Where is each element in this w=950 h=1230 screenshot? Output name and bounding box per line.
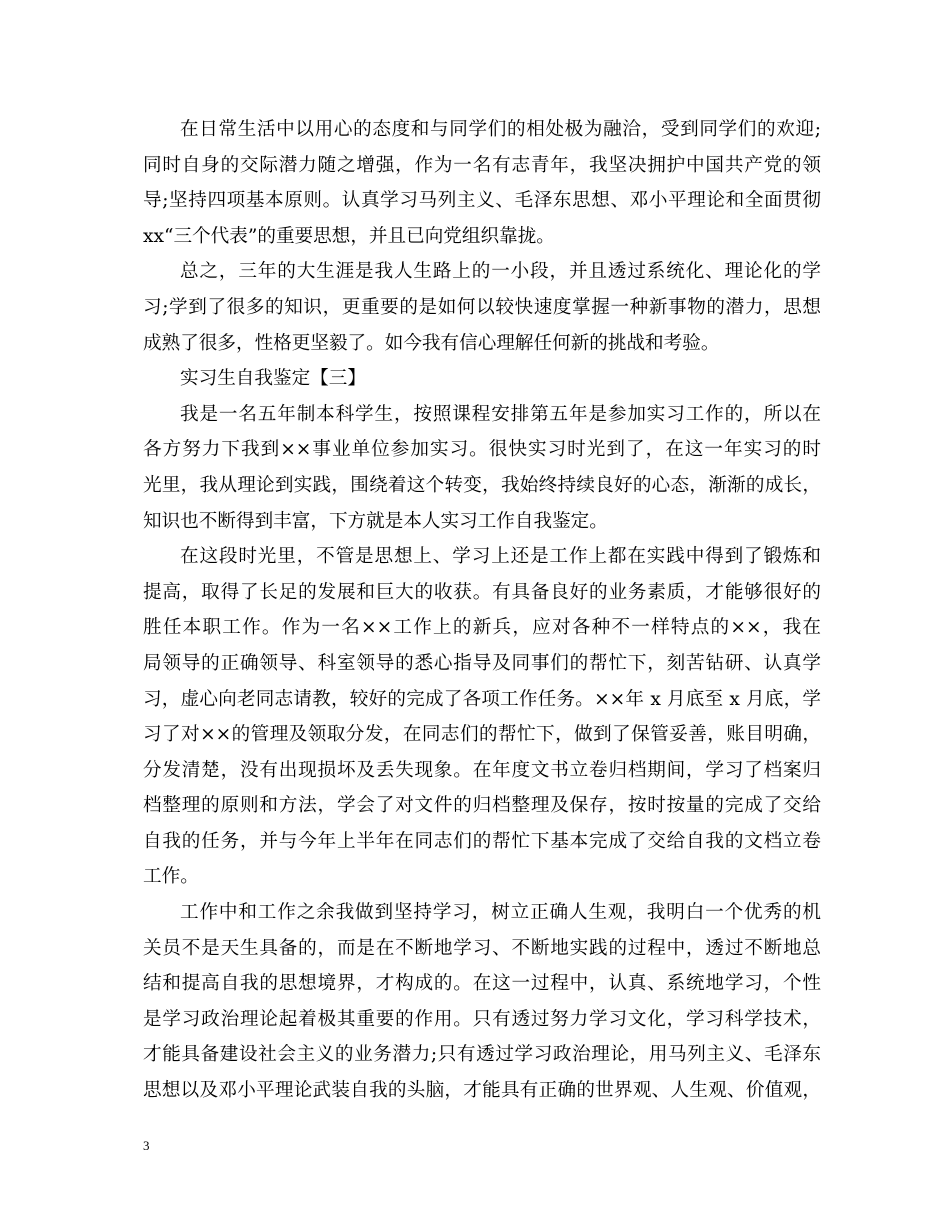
text-line: 知识也不断得到丰富，下方就是本人实习工作自我鉴定。 — [143, 510, 608, 532]
text-line: 关员不是天生具备的，而是在不断地学习、不断地实践的过程中，透过不断地总 — [143, 937, 821, 959]
text-line: 同时自身的交际潜力随之增强，作为一名有志青年，我坚决拥护中国共产党的领 — [143, 154, 821, 176]
paragraph — [143, 539, 821, 895]
text-line: 提高，取得了长足的发展和巨大的收获。有具备良好的业务素质，才能够很好的 — [143, 581, 821, 603]
paragraph — [143, 112, 821, 254]
text-line: 在这段时光里，不管是思想上、学习上还是工作上都在实践中得到了锻炼和 — [180, 546, 821, 568]
paragraph — [143, 254, 821, 361]
section-heading — [143, 361, 821, 397]
text-line: 工作。 — [143, 866, 199, 888]
text-line: 各方努力下我到××事业单位参加实习。很快实习时光到了，在这一年实习的时 — [143, 439, 821, 461]
text-line: 实习生自我鉴定【三】 — [180, 368, 366, 390]
text-line: 结和提高自我的思想境界，才构成的。在这一过程中，认真、系统地学习，个性 — [143, 973, 821, 995]
text-line: 档整理的原则和方法，学会了对文件的归档整理及保存，按时按量的完成了交给 — [143, 795, 821, 817]
text-line: 光里，我从理论到实践，围绕着这个转变，我始终持续良好的心态，渐渐的成长， — [143, 474, 821, 496]
text-line: 总之，三年的大生涯是我人生路上的一小段，并且透过系统化、理论化的学 — [180, 261, 821, 283]
text-line: 习，虚心向老同志请教，较好的完成了各项工作任务。××年 x 月底至 x 月底，学 — [143, 688, 821, 710]
text-line: xx“三个代表”的重要思想，并且已向党组织靠拢。 — [143, 225, 555, 247]
text-line: 胜任本职工作。作为一名××工作上的新兵，应对各种不一样特点的××，我在 — [143, 617, 821, 639]
paragraph — [143, 397, 821, 539]
text-line: 思想以及邓小平理论武装自我的头脑，才能具有正确的世界观、人生观、价值观， — [143, 1080, 821, 1102]
text-line: 在日常生活中以用心的态度和与同学们的相处极为融洽，受到同学们的欢迎; — [180, 119, 821, 140]
page-number: 3 — [143, 1138, 150, 1153]
text-line: 是学习政治理论起着极其重要的作用。只有透过努力学习文化，学习科学技术， — [143, 1008, 821, 1030]
text-line: 局领导的正确领导、科室领导的悉心指导及同事们的帮忙下，刻苦钻研、认真学 — [143, 652, 821, 674]
text-line: 自我的任务，并与今年上半年在同志们的帮忙下基本完成了交给自我的文档立卷 — [143, 830, 821, 852]
text-line: 习了对××的管理及领取分发，在同志们的帮忙下，做到了保管妥善，账目明确， — [143, 724, 821, 746]
text-line: 我是一名五年制本科学生，按照课程安排第五年是参加实习工作的，所以在 — [180, 403, 821, 425]
text-line: 工作中和工作之余我做到坚持学习，树立正确人生观，我明白一个优秀的机 — [180, 902, 821, 924]
text-line: 分发清楚，没有出现损坏及丢失现象。在年度文书立卷归档期间，学习了档案归 — [143, 759, 821, 781]
document-body — [143, 112, 821, 1109]
paragraph — [143, 895, 821, 1109]
text-line: 成熟了很多，性格更坚毅了。如今我有信心理解任何新的挑战和考验。 — [143, 332, 720, 354]
text-line: 才能具备建设社会主义的业务潜力;只有透过学习政治理论，用马列主义、毛泽东 — [143, 1044, 821, 1066]
text-line: 习;学到了很多的知识，更重要的是如何以较快速度掌握一种新事物的潜力，思想 — [143, 296, 821, 318]
text-line: 导;坚持四项基本原则。认真学习马列主义、毛泽东思想、邓小平理论和全面贯彻 — [143, 190, 821, 212]
